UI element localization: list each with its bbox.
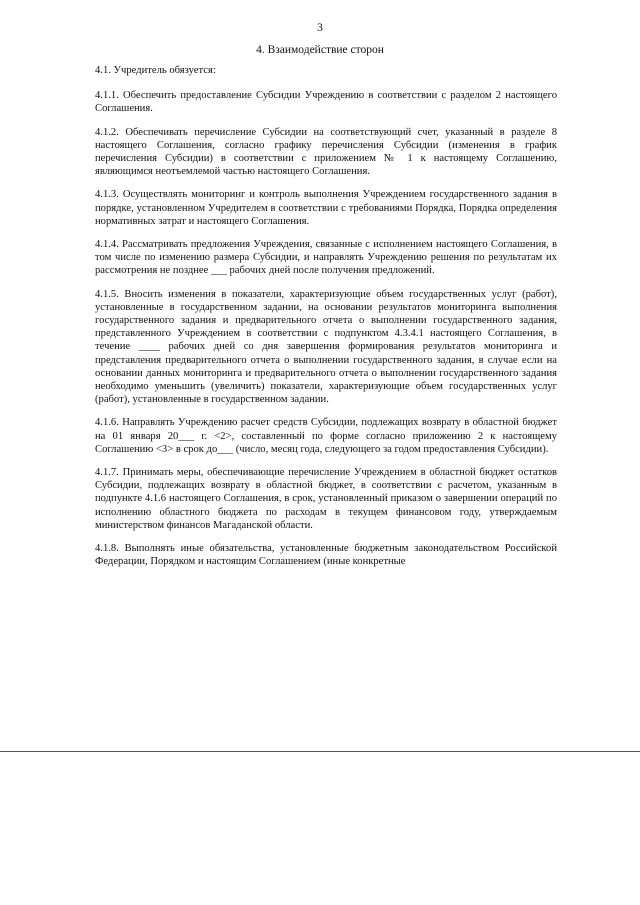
paragraph-4-1: 4.1. Учредитель обязуется: [95,65,216,76]
page-number: 3 [317,22,323,34]
paragraph-4-1-3: 4.1.3. Осуществлять мониторинг и контроль выполнения Учреждением государственного задания в порядке, установленном Учредителем в соответствии с требованиями Порядка, Порядка определения нормативных затрат и настоящего Соглашения. [95,189,557,227]
paragraph-4-1-2: 4.1.2. Обеспечивать перечисление Субсидии на соответствующий счет, указанный в разделе 8 настоящего Соглашения, согласно графику перечисления Субсидии (изменения в график перечисления Субсидии) в соответствии с приложением № 1 к настоящему Соглашению, являющимся неотъемлемой частью настоящего Соглашения. [95,126,557,178]
paragraph-4-1-5: 4.1.5. Вносить изменения в показатели, характеризующие объем государственных услуг (работ), установленные в государственном задании, на основании результатов мониторинга выполнения государственного задания и предварительного отчета о выполнении государственного задания, представленного Учреждением в соответствии с подпунктом 4.3.4.1 настоящего Соглашения, в течение ____ рабочих дней со дня завершения формирования результатов мониторинга и представления предварительного отчета о выполнении государственного задания, в случае если на основании данных мониторинга и предварительного отчета о выполнении государственного задания необходимо уменьшить (увеличить) показатели, характеризующие объем государственных услуг (работ), установленные в государственном задании. [95,288,557,406]
section-title: 4. Взаимодействие сторон [256,44,384,56]
paragraph-4-1-8: 4.1.8. Выполнять иные обязательства, установленные бюджетным законодательством Российской Федерации, Порядком и настоящим Соглашением (иные конкретные [95,543,557,568]
document-body [95,64,557,579]
paragraph-4-1-6: 4.1.6. Направлять Учреждению расчет средств Субсидии, подлежащих возврату в областной бюджет на 01 января 20___ г. <2>, составленный по форме согласно приложению 2 к настоящему Соглашению <3> в срок до___ (число, месяц года, следующего за годом предоставления Субсидии). [95,417,557,455]
paragraph-4-1-7: 4.1.7. Принимать меры, обеспечивающие перечисление Учреждением в областной бюджет остатков Субсидии, подлежащих возврату в областной бюджет, в соответствии с расчетом, указанным в подпункте 4.1.6 настоящего Соглашения, в срок, установленный приказом о завершении операций по исполнению областного бюджета по расходам в текущем финансовом году, утверждаемым министерством финансов Магаданской области. [95,467,557,531]
paragraph-4-1-4: 4.1.4. Рассматривать предложения Учреждения, связанные с исполнением настоящего Соглашения, в том числе по изменению размера Субсидии, и направлять Учреждению решения по результатам их рассмотрения не позднее ___ рабочих дней после получения предложений. [95,239,557,277]
paragraph-4-1-1: 4.1.1. Обеспечить предоставление Субсидии Учреждению в соответствии с разделом 2 настоящего Соглашения. [95,90,557,115]
scan-edge-line [0,751,640,752]
